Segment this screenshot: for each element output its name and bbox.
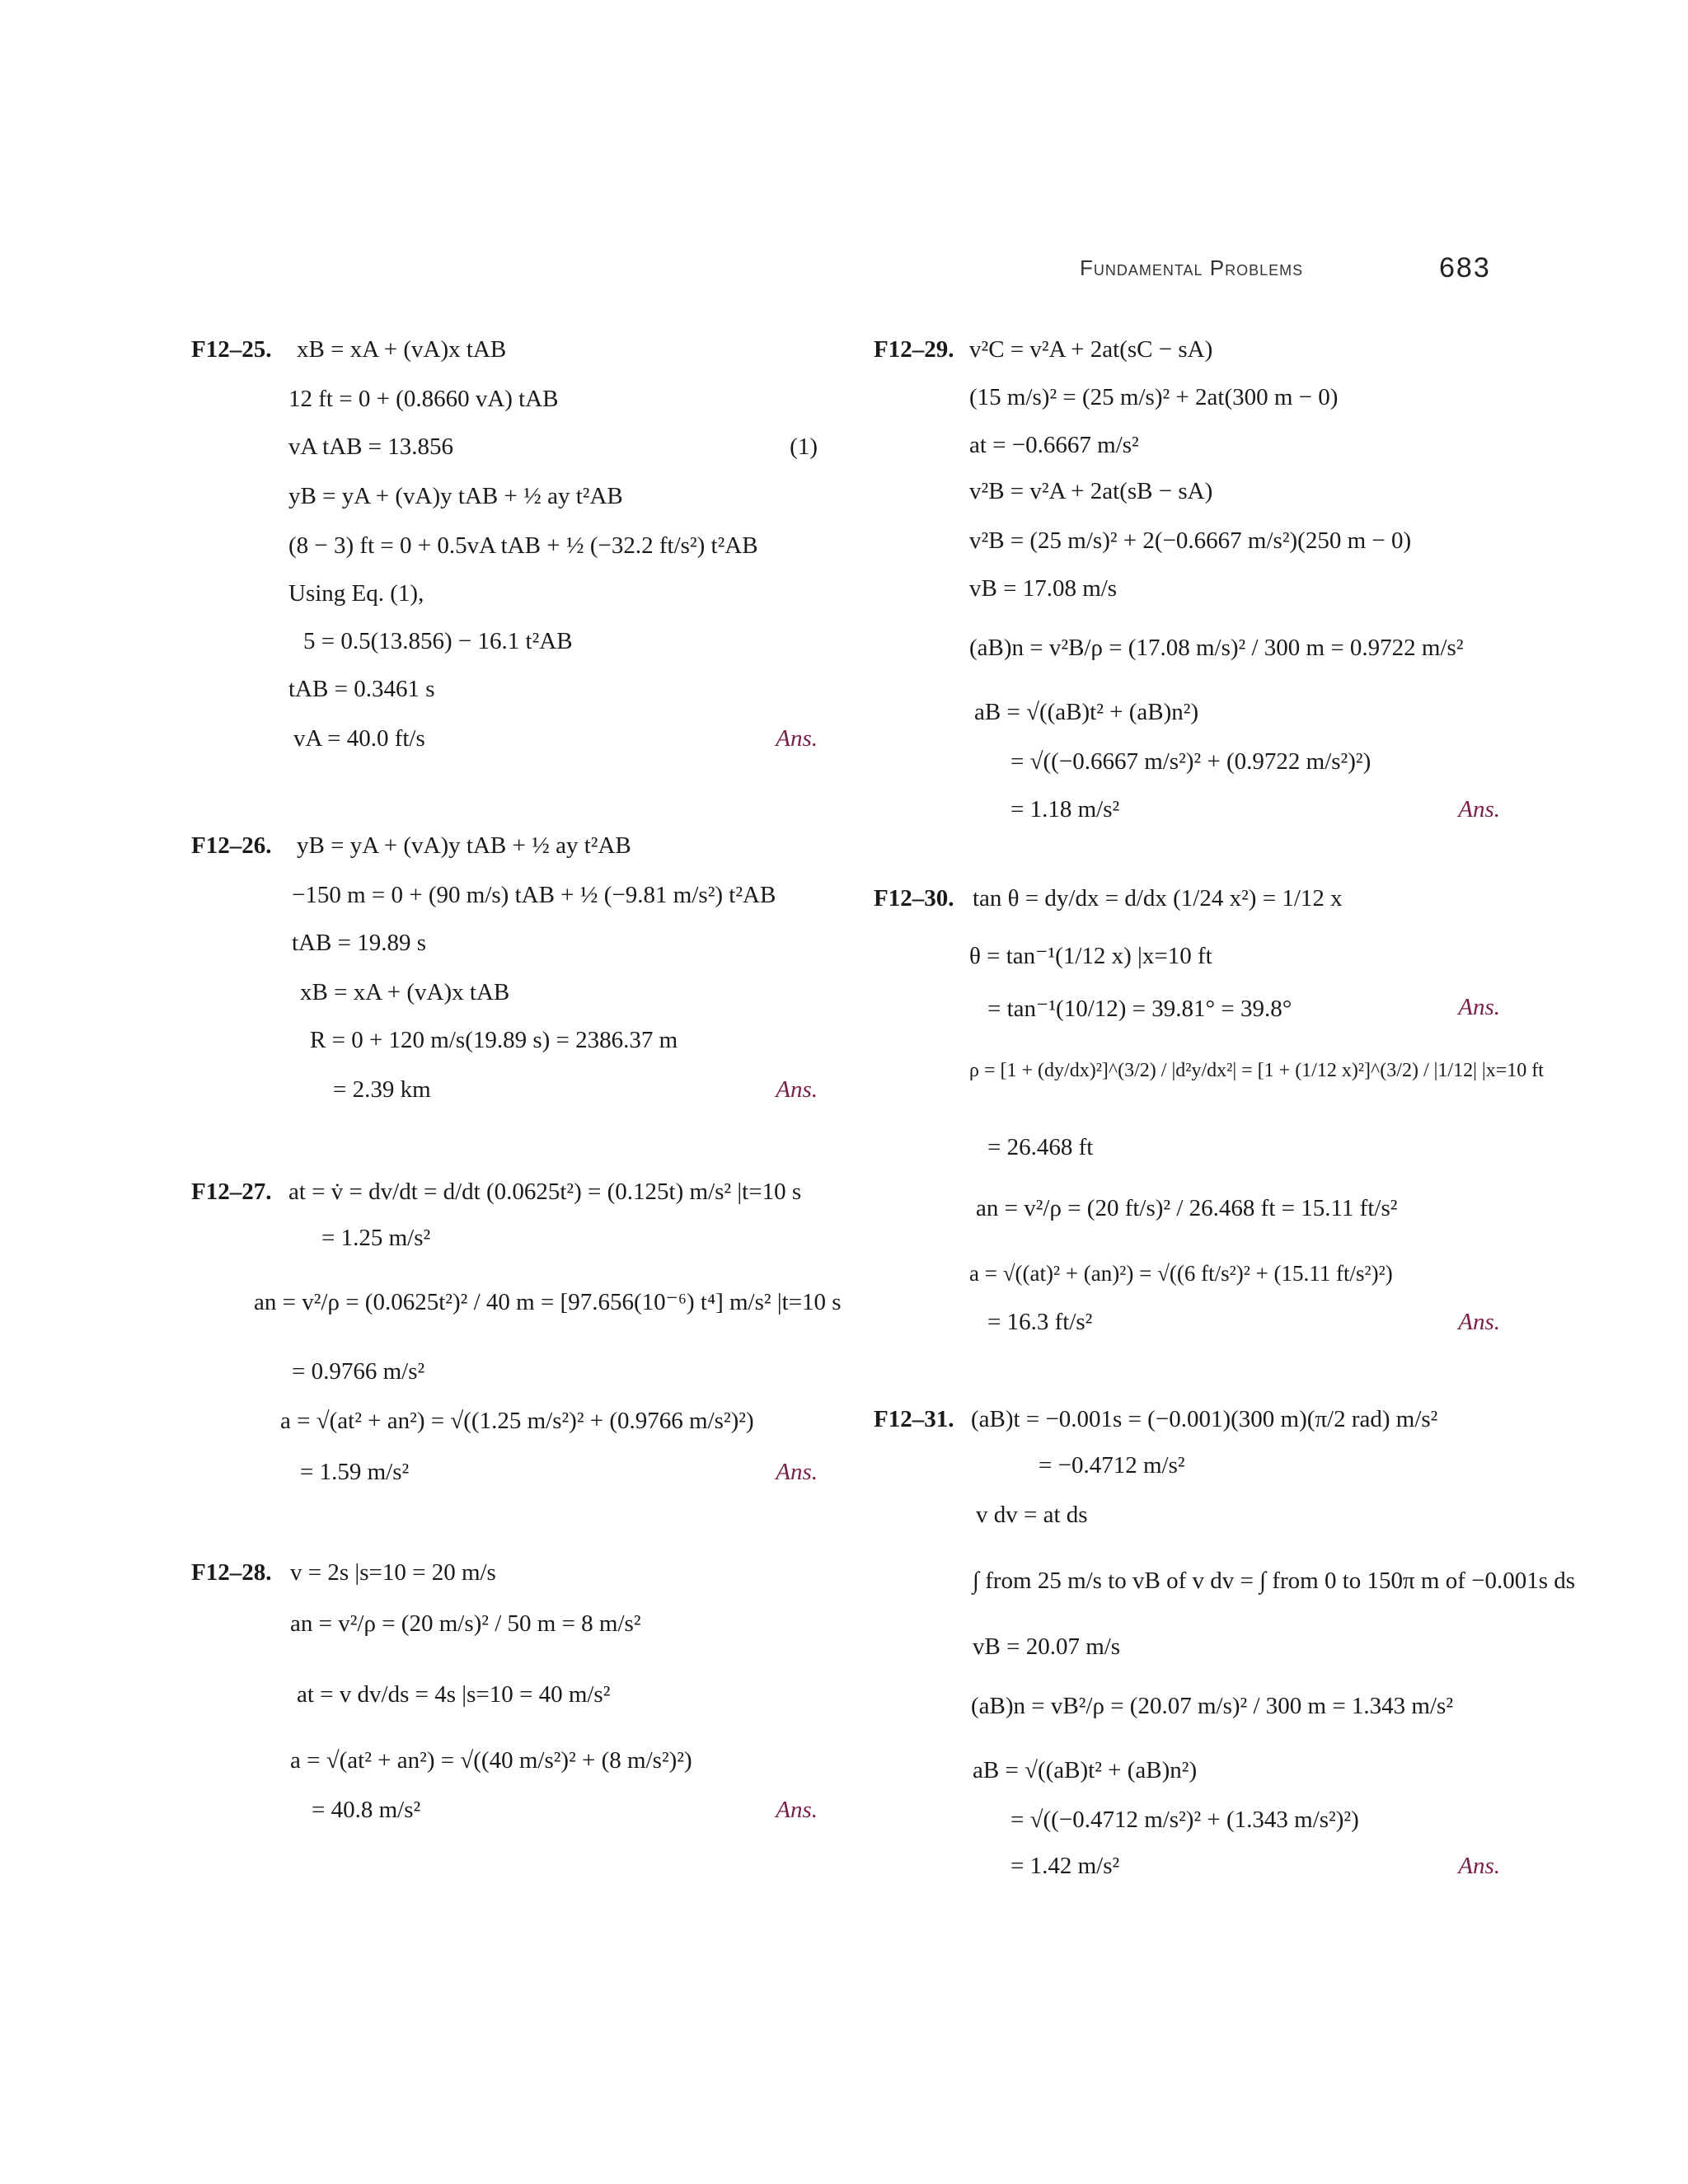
equation-line: = 1.59 m/s² [300, 1459, 410, 1485]
equation-line: = 1.25 m/s² [321, 1225, 431, 1251]
equation-line: = 0.9766 m/s² [292, 1358, 425, 1385]
equation-line: a = √((at)² + (an)²) = √((6 ft/s²)² + (15.11 ft/s²)²) [969, 1261, 1393, 1286]
equation-line: vB = 20.07 m/s [973, 1633, 1121, 1660]
equation-line: an = v²/ρ = (20 ft/s)² / 26.468 ft = 15.11 ft/s² [976, 1195, 1398, 1221]
equation-line: yB = yA + (vA)y tAB + ½ ay t²AB [288, 483, 623, 509]
answer-label: Ans. [1458, 1309, 1500, 1335]
equation-line: = 16.3 ft/s² [987, 1309, 1093, 1335]
equation-line: = 26.468 ft [987, 1134, 1094, 1160]
equation-line: = tan⁻¹(10/12) = 39.81° = 39.8° [987, 996, 1292, 1022]
equation-line: a = √(at² + an²) = √((40 m/s²)² + (8 m/s²)²) [290, 1747, 692, 1774]
equation-line: vA = 40.0 ft/s [293, 725, 425, 752]
answer-label: Ans. [1458, 994, 1500, 1020]
equation-line: at = −0.6667 m/s² [969, 432, 1139, 458]
equation-line: = −0.4712 m/s² [1039, 1452, 1185, 1479]
answer-label: Ans. [776, 725, 818, 752]
equation-line: R = 0 + 120 m/s(19.89 s) = 2386.37 m [310, 1027, 678, 1053]
equation-line: (aB)t = −0.001s = (−0.001)(300 m)(π/2 rad) m/s² [971, 1406, 1438, 1432]
problem-label: F12–26. [191, 832, 272, 859]
problem-label: F12–29. [874, 336, 954, 363]
page-number: 683 [1439, 252, 1491, 284]
answer-label: Ans. [1458, 796, 1500, 823]
equation-line: Using Eq. (1), [288, 580, 424, 607]
equation-number: (1) [790, 434, 818, 460]
equation-line: = 2.39 km [333, 1076, 431, 1103]
equation-line: tAB = 0.3461 s [288, 676, 435, 702]
equation-line: ∫ from 25 m/s to vB of v dv = ∫ from 0 to 150π m of −0.001s ds [973, 1568, 1576, 1594]
equation-line: v²B = (25 m/s)² + 2(−0.6667 m/s²)(250 m − 0) [969, 527, 1412, 554]
equation-line: = 1.18 m/s² [1010, 796, 1120, 823]
equation-line: ρ = [1 + (dy/dx)²]^(3/2) / |d²y/dx²| = [1 + (1/12 x)²]^(3/2) / |1/12| |x=10 ft [969, 1060, 1544, 1081]
problem-label: F12–25. [191, 336, 272, 363]
answer-label: Ans. [776, 1076, 818, 1103]
equation-line: aB = √((aB)t² + (aB)n²) [973, 1757, 1198, 1783]
equation-line: at = v̇ = dv/dt = d/dt (0.0625t²) = (0.125t) m/s² |t=10 s [288, 1179, 802, 1205]
equation-line: 12 ft = 0 + (0.8660 vA) tAB [288, 386, 559, 412]
equation-line: θ = tan⁻¹(1/12 x) |x=10 ft [969, 943, 1212, 969]
equation-line: at = v dv/ds = 4s |s=10 = 40 m/s² [297, 1681, 611, 1708]
equation-line: (aB)n = vB²/ρ = (20.07 m/s)² / 300 m = 1.343 m/s² [971, 1693, 1454, 1719]
problem-label: F12–31. [874, 1406, 954, 1432]
equation-line: v²C = v²A + 2at(sC − sA) [969, 336, 1213, 363]
equation-line: (aB)n = v²B/ρ = (17.08 m/s)² / 300 m = 0.9722 m/s² [969, 635, 1464, 661]
equation-line: v = 2s |s=10 = 20 m/s [290, 1559, 496, 1586]
running-head: Fundamental Problems [1080, 255, 1304, 280]
answer-label: Ans. [776, 1459, 818, 1485]
equation-line: (8 − 3) ft = 0 + 0.5vA tAB + ½ (−32.2 ft/s²) t²AB [288, 532, 758, 559]
equation-line: vA tAB = 13.856 [288, 434, 454, 460]
equation-line: xB = xA + (vA)x tAB [297, 336, 507, 363]
equation-line: an = v²/ρ = (0.0625t²)² / 40 m = [97.656(10⁻⁶) t⁴] m/s² |t=10 s [254, 1289, 842, 1315]
problem-label: F12–28. [191, 1559, 272, 1586]
equation-line: aB = √((aB)t² + (aB)n²) [974, 699, 1199, 725]
equation-line: (15 m/s)² = (25 m/s)² + 2at(300 m − 0) [969, 384, 1339, 410]
equation-line: tAB = 19.89 s [292, 930, 426, 956]
problem-label: F12–30. [874, 885, 954, 912]
equation-line: xB = xA + (vA)x tAB [300, 979, 510, 1005]
equation-line: 5 = 0.5(13.856) − 16.1 t²AB [303, 628, 573, 654]
equation-line: tan θ = dy/dx = d/dx (1/24 x²) = 1/12 x [973, 885, 1343, 912]
equation-line: = 1.42 m/s² [1010, 1853, 1120, 1879]
answer-label: Ans. [1458, 1853, 1500, 1879]
equation-line: −150 m = 0 + (90 m/s) tAB + ½ (−9.81 m/s²) t²AB [292, 882, 776, 908]
equation-line: = √((−0.6667 m/s²)² + (0.9722 m/s²)²) [1010, 748, 1372, 775]
equation-line: a = √(at² + an²) = √((1.25 m/s²)² + (0.9766 m/s²)²) [280, 1408, 754, 1434]
equation-line: v²B = v²A + 2at(sB − sA) [969, 478, 1213, 504]
equation-line: an = v²/ρ = (20 m/s)² / 50 m = 8 m/s² [290, 1610, 641, 1637]
equation-line: v dv = at ds [976, 1502, 1088, 1528]
equation-line: = √((−0.4712 m/s²)² + (1.343 m/s²)²) [1010, 1807, 1359, 1833]
equation-line: yB = yA + (vA)y tAB + ½ ay t²AB [297, 832, 631, 859]
answer-label: Ans. [776, 1797, 818, 1823]
problem-label: F12–27. [191, 1179, 272, 1205]
equation-line: = 40.8 m/s² [312, 1797, 421, 1823]
equation-line: vB = 17.08 m/s [969, 575, 1118, 602]
